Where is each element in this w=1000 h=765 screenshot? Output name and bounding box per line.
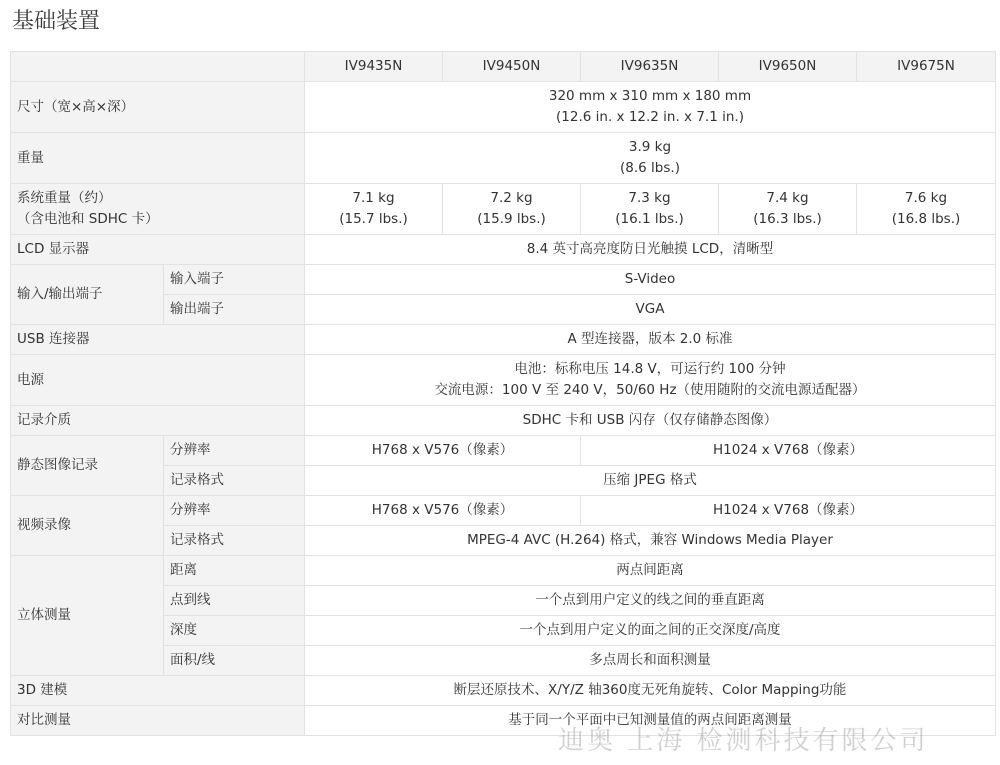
system-weight-lbs: (16.1 lbs.) — [615, 211, 684, 227]
compare-label: 对比测量 — [11, 706, 305, 736]
watermark: 迪奥 上海 检测科技有限公司 — [558, 726, 929, 756]
weight-kg: 3.9 kg — [628, 139, 672, 155]
stereo-item-label: 面积/线 — [164, 646, 305, 676]
media-label: 记录介质 — [11, 406, 305, 436]
weight-lbs: (8.6 lbs.) — [620, 160, 680, 176]
column-header-model-2: IV9450N — [443, 52, 581, 82]
row-video-resolution — [11, 496, 996, 526]
header-blank — [11, 52, 305, 82]
weight-value — [305, 133, 996, 184]
video-label: 视频录像 — [11, 496, 164, 556]
power-value — [305, 355, 996, 406]
media-value: SDHC 卡和 USB 闪存（仅存储静态图像） — [305, 406, 996, 436]
row-still-resolution — [11, 436, 996, 466]
row-system-weight — [11, 184, 996, 235]
row-stereo-distance — [11, 556, 996, 586]
column-header-model-5: IV9675N — [857, 52, 996, 82]
row-power — [11, 355, 996, 406]
io-input-label: 输入端子 — [164, 265, 305, 295]
power-label: 电源 — [11, 355, 305, 406]
size-metric: 320 mm x 310 mm x 180 mm — [548, 88, 752, 104]
model3d-value: 断层还原技术、X/Y/Z 轴360度无死角旋转、Color Mapping功能 — [305, 676, 996, 706]
video-format-label: 记录格式 — [164, 526, 305, 556]
column-header-model-1: IV9435N — [305, 52, 443, 82]
stereo-item-value: 一个点到用户定义的面之间的正交深度/高度 — [305, 616, 996, 646]
lcd-label: LCD 显示器 — [11, 235, 305, 265]
system-weight-label — [11, 184, 305, 235]
stereo-item-label: 点到线 — [164, 586, 305, 616]
system-weight-kg: 7.3 kg — [628, 190, 671, 206]
usb-label: USB 连接器 — [11, 325, 305, 355]
system-weight-model-1 — [305, 184, 443, 235]
row-3d-modeling — [11, 676, 996, 706]
size-label: 尺寸（宽×高×深） — [11, 82, 305, 133]
system-weight-label-line2: （含电池和 SDHC 卡） — [17, 211, 159, 227]
still-format-label: 记录格式 — [164, 466, 305, 496]
io-output-value: VGA — [305, 295, 996, 325]
io-output-label: 输出端子 — [164, 295, 305, 325]
weight-label: 重量 — [11, 133, 305, 184]
system-weight-lbs: (15.7 lbs.) — [339, 211, 408, 227]
still-format-value: 压缩 JPEG 格式 — [305, 466, 996, 496]
system-weight-model-4 — [719, 184, 857, 235]
system-weight-kg: 7.6 kg — [904, 190, 948, 206]
stereo-item-value: 多点周长和面积测量 — [305, 646, 996, 676]
stereo-item-label: 深度 — [164, 616, 305, 646]
row-size — [11, 82, 996, 133]
system-weight-label-line1: 系统重量（约） — [17, 190, 112, 206]
row-lcd — [11, 235, 996, 265]
size-value — [305, 82, 996, 133]
video-format-value: MPEG-4 AVC (H.264) 格式，兼容 Windows Media Player — [305, 526, 996, 556]
system-weight-model-3 — [581, 184, 719, 235]
video-resolution-value-b: H1024 x V768（像素） — [581, 496, 996, 526]
system-weight-kg: 7.1 kg — [352, 190, 395, 206]
stereo-item-value: 一个点到用户定义的线之间的垂直距离 — [305, 586, 996, 616]
compare-value: 基于同一个平面中已知测量值的两点间距离测量 — [305, 706, 996, 736]
system-weight-lbs: (15.9 lbs.) — [477, 211, 546, 227]
column-header-model-4: IV9650N — [719, 52, 857, 82]
model3d-label: 3D 建模 — [11, 676, 305, 706]
usb-value: A 型连接器，版本 2.0 标准 — [305, 325, 996, 355]
io-label: 输入/输出端子 — [11, 265, 164, 325]
power-ac: 交流电源：100 V 至 240 V，50/60 Hz（使用随附的交流电源适配器） — [434, 382, 866, 398]
still-label: 静态图像记录 — [11, 436, 164, 496]
stereo-item-label: 距离 — [164, 556, 305, 586]
still-resolution-value-a: H768 x V576（像素） — [305, 436, 581, 466]
column-header-model-3: IV9635N — [581, 52, 719, 82]
power-battery: 电池：标称电压 14.8 V，可运行约 100 分钟 — [514, 361, 786, 377]
stereo-label: 立体测量 — [11, 556, 164, 676]
system-weight-kg: 7.4 kg — [766, 190, 809, 206]
io-input-value: S-Video — [305, 265, 996, 295]
spec-table — [10, 51, 996, 736]
video-resolution-value-a: H768 x V576（像素） — [305, 496, 581, 526]
row-media — [11, 406, 996, 436]
row-usb — [11, 325, 996, 355]
lcd-value: 8.4 英寸高亮度防日光触摸 LCD，清晰型 — [305, 235, 996, 265]
system-weight-model-2 — [443, 184, 581, 235]
system-weight-lbs: (16.3 lbs.) — [753, 211, 822, 227]
still-resolution-label: 分辨率 — [164, 436, 305, 466]
header-row — [11, 52, 996, 82]
row-comparison — [11, 706, 996, 736]
system-weight-model-5 — [857, 184, 996, 235]
row-io-input — [11, 265, 996, 295]
stereo-item-value: 两点间距离 — [305, 556, 996, 586]
system-weight-kg: 7.2 kg — [490, 190, 533, 206]
row-weight — [11, 133, 996, 184]
system-weight-lbs: (16.8 lbs.) — [891, 211, 961, 227]
page-title: 基础装置 — [12, 9, 101, 34]
video-resolution-label: 分辨率 — [164, 496, 305, 526]
still-resolution-value-b: H1024 x V768（像素） — [581, 436, 996, 466]
size-imperial: (12.6 in. x 12.2 in. x 7.1 in.) — [556, 109, 744, 125]
